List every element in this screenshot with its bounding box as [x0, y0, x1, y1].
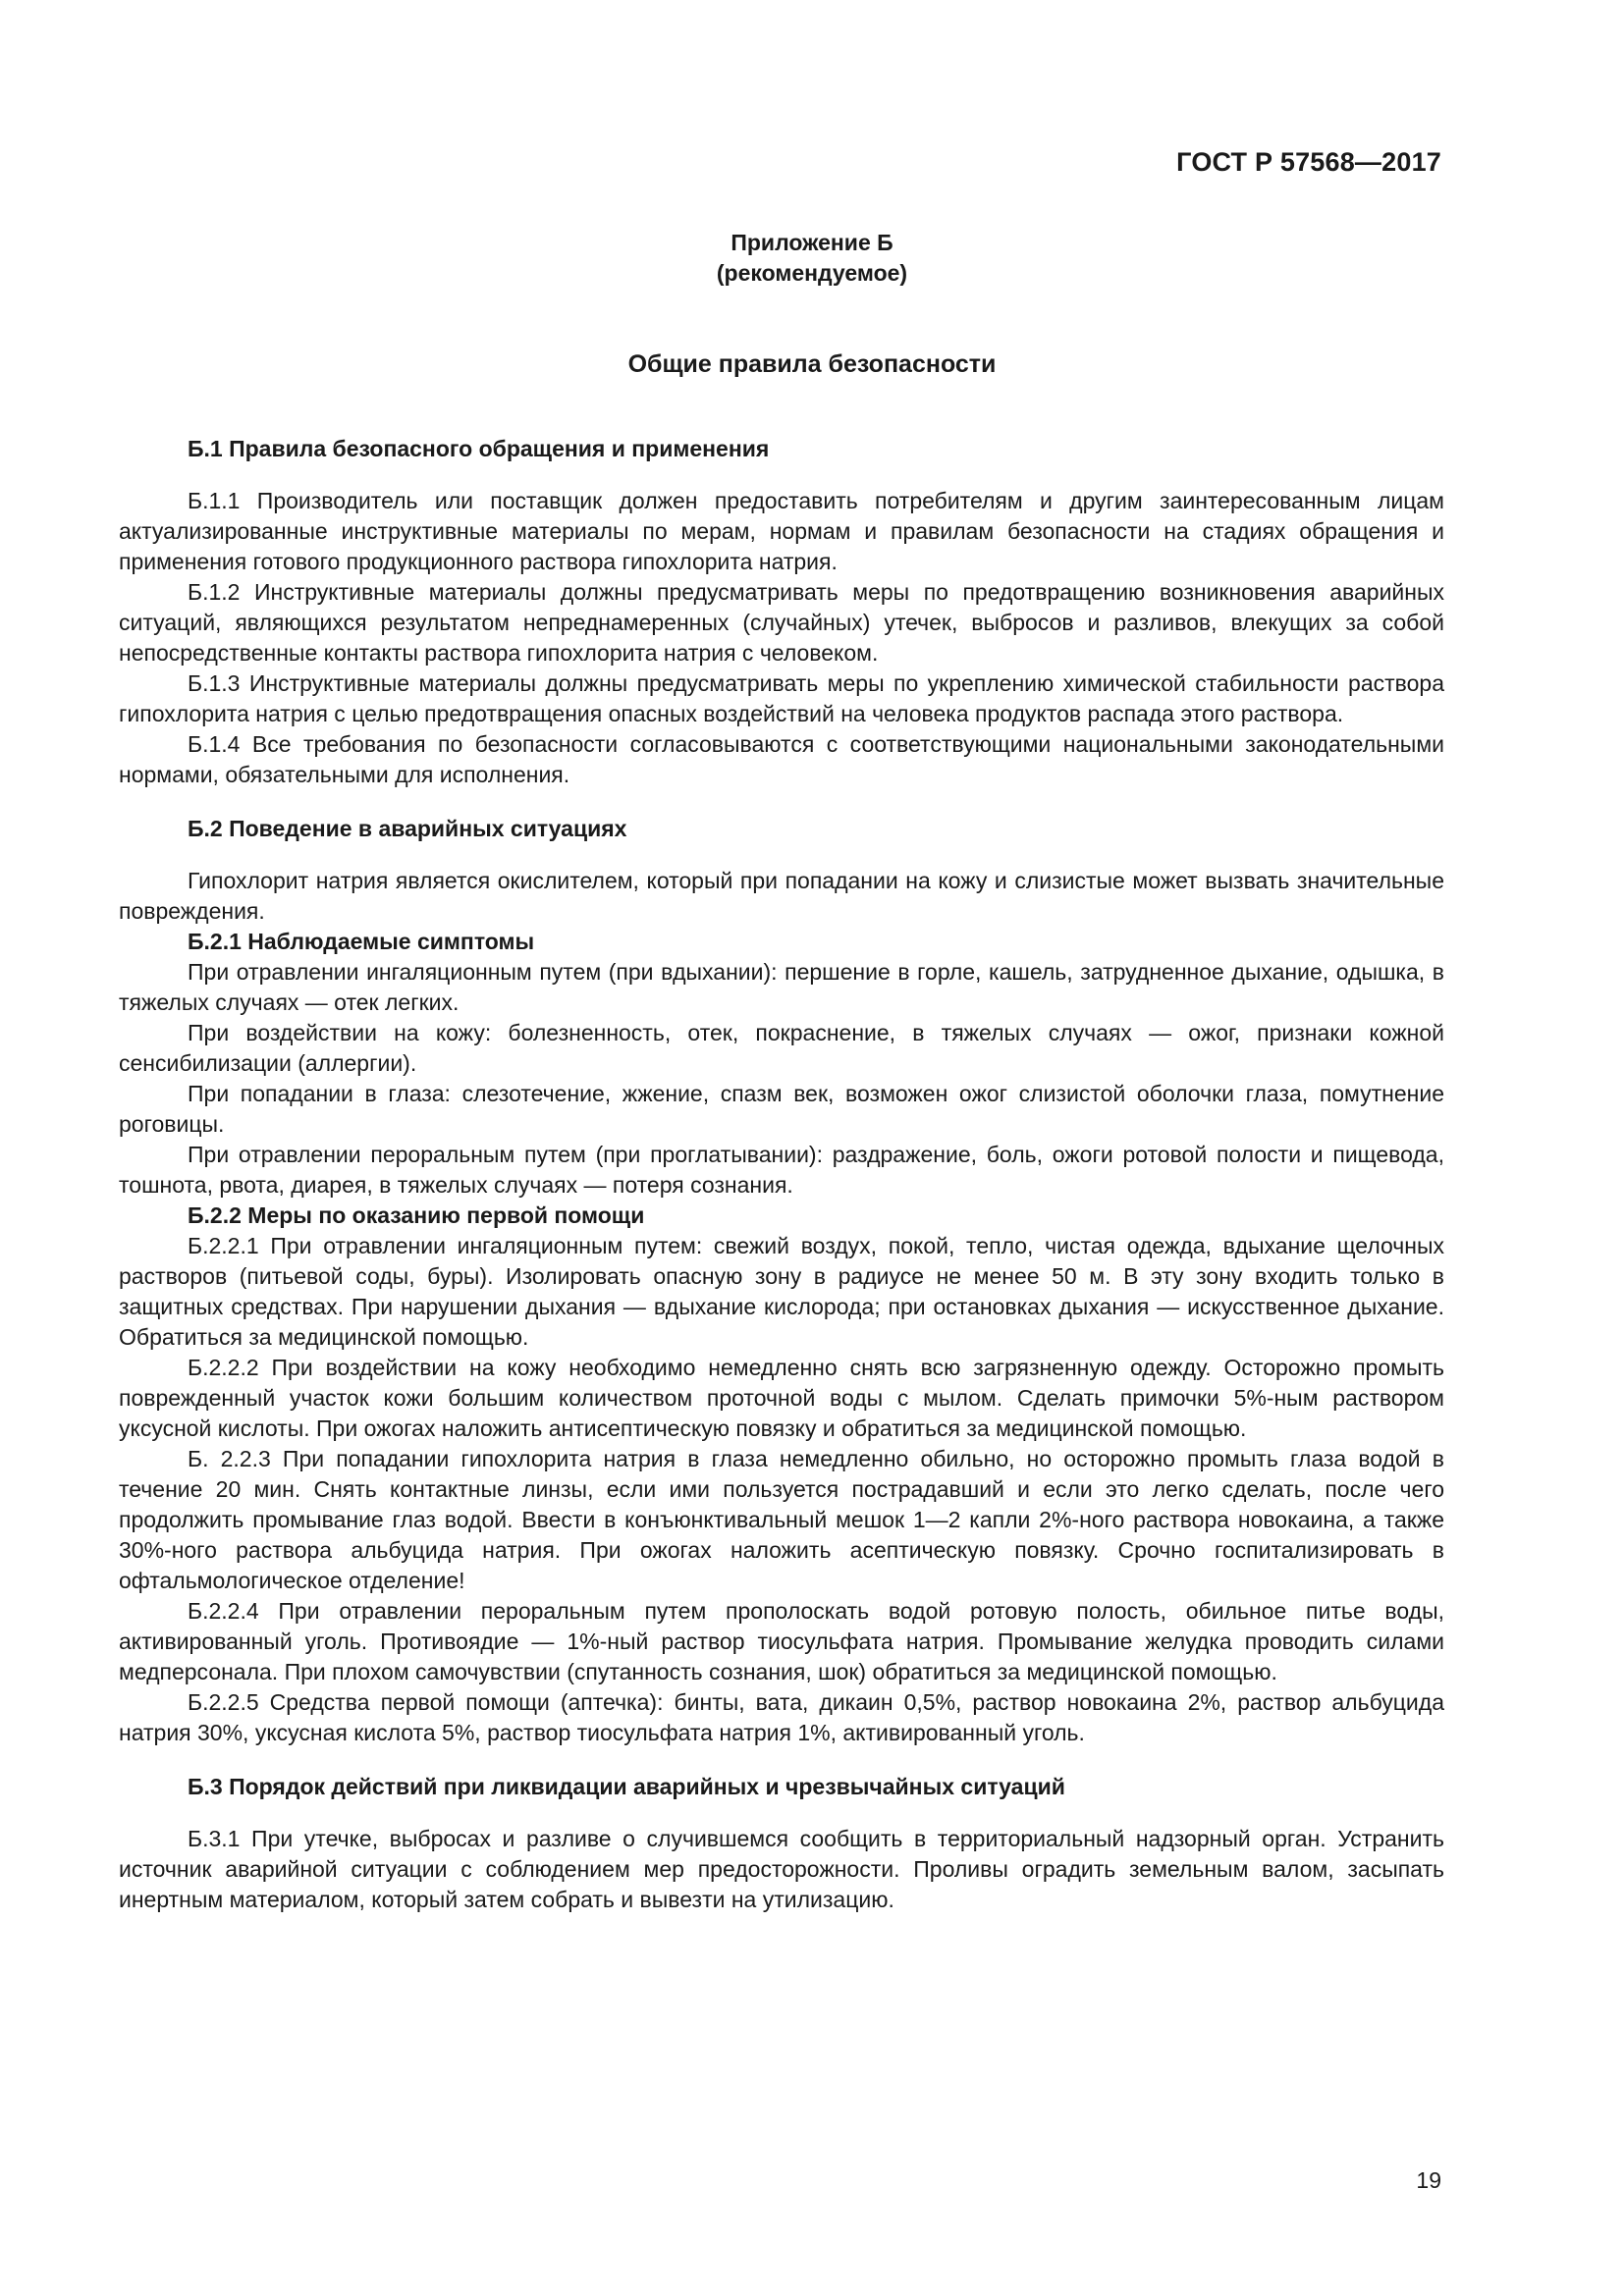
document-body	[119, 434, 1444, 1915]
paragraph-b2-2-4: Б.2.2.4 При отравлении пероральным путем прополоскать водой ротовую полость, обильное питье воды, активированный уголь. Противоядие — 1%-ный раствор тиосульфата натрия. Промывание желудка проводить силами медперсонала. При плохом самочувствии (спутанность сознания, шок) обратиться за медицинской помощью.	[119, 1598, 1444, 1684]
paragraph-b3-1: Б.3.1 При утечке, выбросах и разливе о случившемся сообщить в территориальный надзорный орган. Устранить источник аварийной ситуации с соблюдением мер предосторожности. Проливы оградить земельным валом, засыпать инертным материалом, который затем собрать и вывезти на утилизацию.	[119, 1826, 1444, 1912]
paragraph-b2-1-2: При воздействии на кожу: болезненность, отек, покраснение, в тяжелых случаях — ожог, признаки кожной сенсибилизации (аллергии).	[119, 1020, 1444, 1076]
paragraph-b1-1: Б.1.1 Производитель или поставщик должен предоставить потребителям и другим заинтересованным лицам актуализированные инструктивные материалы по мерам, нормам и правилам безопасности на стадиях обращения и применения готового продукционного раствора гипохлорита натрия.	[119, 488, 1444, 574]
paragraph-b2-2-2: Б.2.2.2 При воздействии на кожу необходимо немедленно снять всю загрязненную одежду. Осторожно промыть поврежденный участок кожи большим количеством проточной воды с мылом. Сделать примочки 5%-ным раствором уксусной кислоты. При ожогах наложить антисептическую повязку и обратиться за медицинской помощью.	[119, 1355, 1444, 1441]
appendix-status: (рекомендуемое)	[716, 260, 908, 286]
paragraph-b2-1-4: При отравлении пероральным путем (при проглатывании): раздражение, боль, ожоги ротовой полости и пищевода, тошнота, рвота, диарея, в тяжелых случаях — потеря сознания.	[119, 1142, 1444, 1198]
appendix-title: Приложение Б	[731, 230, 893, 255]
paragraph-b2-2-1: Б.2.2.1 При отравлении ингаляционным путем: свежий воздух, покой, тепло, чистая одежда, вдыхание щелочных растворов (питьевой соды, буры). Изолировать опасную зону в радиусе не менее 50 м. В эту зону входить только в защитных средствах. При нарушении дыхания — вдыхание кислорода; при остановках дыхания — искусственное дыхание. Обратиться за медицинской помощью.	[119, 1233, 1444, 1350]
section-heading-b1: Б.1 Правила безопасного обращения и применения	[188, 436, 770, 461]
paragraph-b1-3: Б.1.3 Инструктивные материалы должны предусматривать меры по укреплению химической стабильности раствора гипохлорита натрия с целью предотвращения опасных воздействий на человека продуктов распада этого раствора.	[119, 670, 1444, 726]
subsection-heading-b2-2: Б.2.2 Меры по оказанию первой помощи	[188, 1202, 645, 1228]
paragraph-b1-2: Б.1.2 Инструктивные материалы должны предусматривать меры по предотвращению возникновения аварийных ситуаций, являющихся результатом непреднамеренных (случайных) утечек, выбросов и разливов, влекущих за собой непосредственные контакты раствора гипохлорита натрия с человеком.	[119, 579, 1444, 666]
document-code: ГОСТ Р 57568—2017	[1176, 147, 1441, 177]
paragraph-b2-2-3: Б. 2.2.3 При попадании гипохлорита натрия в глаза немедленно обильно, но осторожно промыть глаза водой в течение 20 мин. Снять контактные линзы, если ими пользуется пострадавший и если это легко сделать, после чего продолжить промывание глаз водой. Ввести в конъюнктивальный мешок 1—2 капли 2%-ного раствора новокаина, а также 30%-ного раствора альбуцида натрия. При ожогах наложить асептическую повязку. Срочно госпитализировать в офтальмологическое отделение!	[119, 1446, 1444, 1593]
page-number: 19	[1416, 2167, 1441, 2193]
subsection-heading-b2-1: Б.2.1 Наблюдаемые симптомы	[188, 929, 535, 954]
appendix-heading	[0, 228, 1624, 289]
paragraph-b2-intro: Гипохлорит натрия является окислителем, который при попадании на кожу и слизистые может вызвать значительные повреждения.	[119, 868, 1444, 924]
paragraph-b2-2-5: Б.2.2.5 Средства первой помощи (аптечка): бинты, вата, дикаин 0,5%, раствор новокаина 2%, раствор альбуцида натрия 30%, уксусная кислота 5%, раствор тиосульфата натрия 1%, активированный уголь.	[119, 1689, 1444, 1745]
main-title: Общие правила безопасности	[627, 350, 997, 378]
section-heading-b2: Б.2 Поведение в аварийных ситуациях	[188, 816, 627, 841]
paragraph-b2-1-1: При отравлении ингаляционным путем (при вдыхании): першение в горле, кашель, затрудненное дыхание, одышка, в тяжелых случаях — отек легких.	[119, 959, 1444, 1015]
paragraph-b1-4: Б.1.4 Все требования по безопасности согласовываются с соответствующими национальными законодательными нормами, обязательными для исполнения.	[119, 731, 1444, 787]
section-heading-b3: Б.3 Порядок действий при ликвидации аварийных и чрезвычайных ситуаций	[188, 1774, 1065, 1799]
paragraph-b2-1-3: При попадании в глаза: слезотечение, жжение, спазм век, возможен ожог слизистой оболочки глаза, помутнение роговицы.	[119, 1081, 1444, 1137]
